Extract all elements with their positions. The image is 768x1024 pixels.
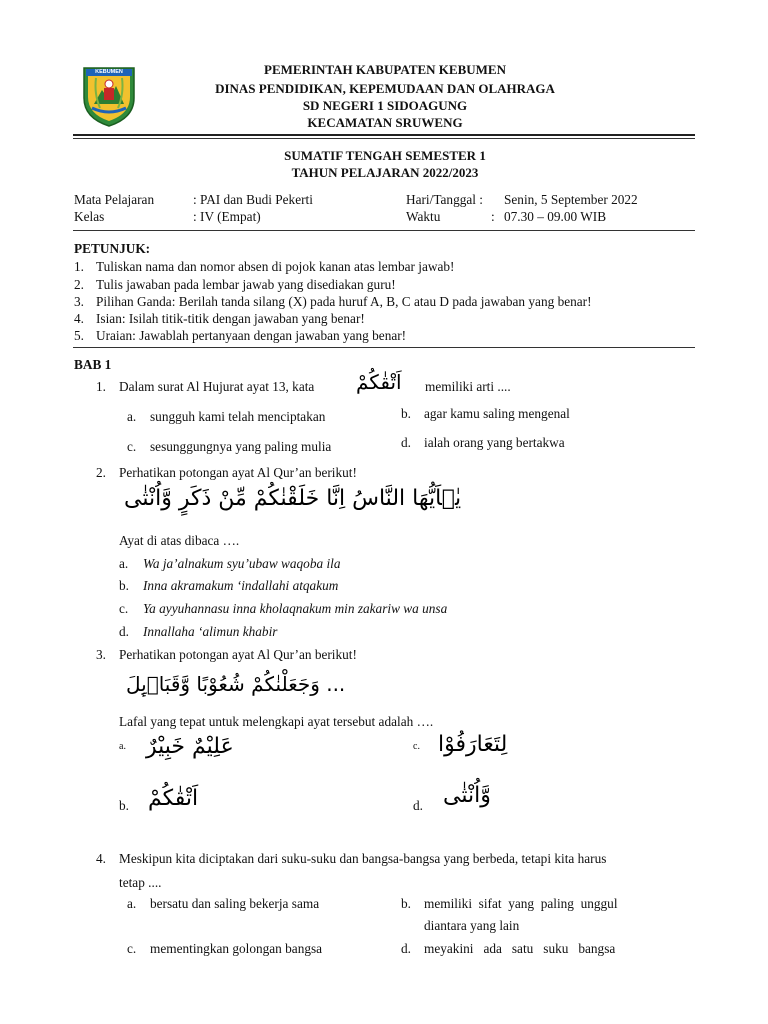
class-label: Kelas bbox=[74, 209, 105, 224]
time-value: 07.30 – 09.00 WIB bbox=[504, 209, 607, 224]
option-letter: d. bbox=[119, 624, 129, 639]
option-letter: a. bbox=[127, 409, 137, 424]
question-text-continued: tetap .... bbox=[119, 875, 162, 890]
time-colon: : bbox=[491, 209, 495, 224]
option-text: meyakini ada satu suku bangsa bbox=[424, 941, 616, 956]
logo-text: KEBUMEN bbox=[95, 69, 123, 75]
arabic-word: اَتْقٰكُمْ bbox=[356, 370, 402, 394]
option-letter: b. bbox=[119, 798, 129, 813]
date-value: Senin, 5 September 2022 bbox=[504, 192, 638, 207]
option-letter: a. bbox=[119, 556, 129, 571]
header-line-3: SD NEGERI 1 SIDOAGUNG bbox=[302, 98, 468, 113]
instruction-number: 1. bbox=[74, 259, 84, 274]
question-text: Meskipun kita diciptakan dari suku-suku dan bangsa-bangsa yang berbeda, tetapi kita harus bbox=[119, 851, 607, 866]
instruction-text: Isian: Isilah titik-titik dengan jawaban yang benar! bbox=[96, 311, 365, 326]
option-letter: c. bbox=[413, 741, 420, 752]
question-number: 4. bbox=[96, 851, 106, 866]
question-text: Perhatikan potongan ayat Al Qur’an berikut! bbox=[119, 465, 357, 480]
option-text: sesunggungnya yang paling mulia bbox=[150, 439, 332, 454]
instructions-heading: PETUNJUK: bbox=[74, 241, 151, 256]
option-text: agar kamu saling mengenal bbox=[424, 406, 570, 421]
arabic-verse: يٰۤاَيُّهَا النَّاسُ اِنَّا خَلَقْنٰكُمْ مِّنْ ذَكَرٍ وَّاُنْثٰى bbox=[124, 486, 462, 511]
option-text: Inna akramakum ‘indallahi atqakum bbox=[143, 578, 339, 593]
option-letter: a. bbox=[127, 896, 137, 911]
info-divider bbox=[73, 230, 695, 231]
subject-value: : PAI dan Budi Pekerti bbox=[193, 192, 313, 207]
question-text: Perhatikan potongan ayat Al Qur’an berikut! bbox=[119, 647, 357, 662]
question-text-after: memiliki arti .... bbox=[425, 379, 511, 394]
option-letter: c. bbox=[127, 941, 137, 956]
option-text: memiliki sifat yang paling unggul bbox=[424, 896, 618, 911]
option-text: ialah orang yang bertakwa bbox=[424, 435, 565, 450]
option-letter: b. bbox=[401, 406, 411, 421]
option-text: sungguh kami telah menciptakan bbox=[150, 409, 326, 424]
option-arabic: اَتْقٰكُمْ bbox=[148, 786, 199, 811]
option-text: Ya ayyuhannasu inna kholaqnakum min zakariw wa unsa bbox=[143, 601, 448, 616]
option-letter: b. bbox=[119, 578, 129, 593]
time-label: Waktu bbox=[406, 209, 441, 224]
option-letter: d. bbox=[401, 435, 411, 450]
instruction-number: 3. bbox=[74, 294, 84, 309]
option-arabic: عَلِيْمٌ خَبِيْرٌ bbox=[146, 734, 234, 759]
option-letter: d. bbox=[413, 798, 423, 813]
option-letter: d. bbox=[401, 941, 411, 956]
header-divider-thin bbox=[73, 138, 695, 139]
instructions-divider bbox=[73, 347, 695, 348]
instruction-number: 4. bbox=[74, 311, 84, 326]
question-number: 3. bbox=[96, 647, 106, 662]
section-title: BAB 1 bbox=[74, 357, 112, 372]
question-prompt: Lafal yang tepat untuk melengkapi ayat tersebut adalah …. bbox=[119, 714, 434, 729]
option-letter: c. bbox=[119, 601, 129, 616]
question-number: 2. bbox=[96, 465, 106, 480]
option-text: bersatu dan saling bekerja sama bbox=[150, 896, 320, 911]
exam-title: SUMATIF TENGAH SEMESTER 1 bbox=[284, 148, 486, 163]
instruction-text: Uraian: Jawablah pertanyaan dengan jawaban yang benar! bbox=[96, 328, 407, 343]
class-value: : IV (Empat) bbox=[193, 209, 261, 224]
header-line-2: DINAS PENDIDIKAN, KEPEMUDAAN DAN OLAHRAGA bbox=[215, 81, 555, 96]
instruction-number: 5. bbox=[74, 328, 84, 343]
option-text: Wa ja’alnakum syu’ubaw waqoba ila bbox=[143, 556, 341, 571]
option-text: Innallaha ‘alimun khabir bbox=[143, 624, 278, 639]
school-logo bbox=[80, 64, 138, 128]
instruction-number: 2. bbox=[74, 277, 84, 292]
subject-label: Mata Pelajaran bbox=[74, 192, 155, 207]
option-arabic: وَّاُنْثٰى bbox=[443, 783, 491, 808]
option-letter: a. bbox=[119, 741, 126, 752]
arabic-verse: ... وَجَعَلْنٰكُمْ شُعُوْبًا وَّقَبَاۤىِٕلَ bbox=[126, 672, 346, 696]
header-line-1: PEMERINTAH KABUPATEN KEBUMEN bbox=[264, 62, 506, 77]
question-number: 1. bbox=[96, 379, 106, 394]
date-label: Hari/Tanggal : bbox=[406, 192, 483, 207]
instruction-text: Pilihan Ganda: Berilah tanda silang (X) pada huruf A, B, C atau D pada jawaban yang benar! bbox=[96, 294, 592, 309]
header-line-4: KECAMATAN SRUWENG bbox=[307, 115, 463, 130]
option-text-continued: diantara yang lain bbox=[424, 918, 520, 933]
option-letter: c. bbox=[127, 439, 137, 454]
header-divider-thick bbox=[73, 134, 695, 136]
question-text: Dalam surat Al Hujurat ayat 13, kata bbox=[119, 379, 315, 394]
exam-year: TAHUN PELAJARAN 2022/2023 bbox=[291, 165, 479, 180]
option-letter: b. bbox=[401, 896, 411, 911]
instruction-text: Tuliskan nama dan nomor absen di pojok kanan atas lembar jawab! bbox=[96, 259, 455, 274]
option-arabic: لِتَعَارَفُوْا bbox=[438, 732, 508, 757]
option-text: mementingkan golongan bangsa bbox=[150, 941, 323, 956]
instruction-text: Tulis jawaban pada lembar jawab yang disediakan guru! bbox=[96, 277, 396, 292]
question-prompt: Ayat di atas dibaca …. bbox=[119, 533, 240, 548]
